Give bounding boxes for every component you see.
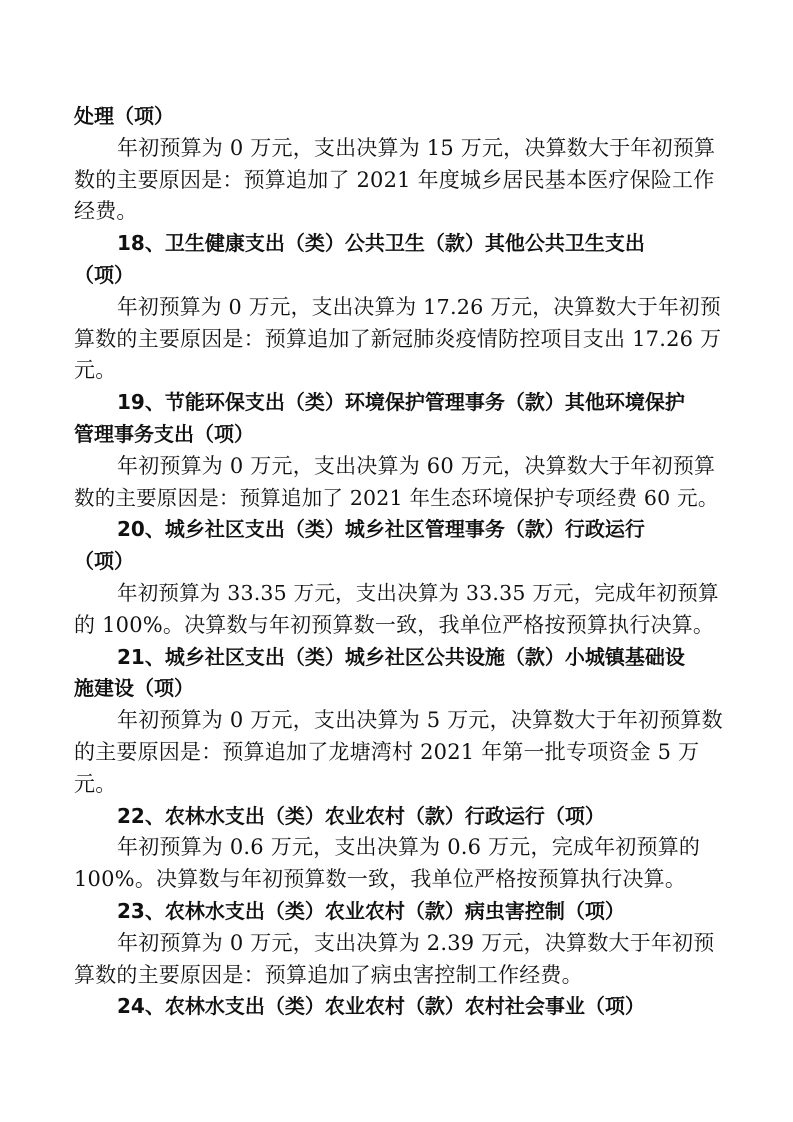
paragraph-line: 100%。决算数与年初预算数一致，我单位严格按预算执行决算。 <box>74 867 687 892</box>
paragraph-line: 算数的主要原因是：预算追加了病虫害控制工作经费。 <box>74 962 583 987</box>
paragraph-line: 年初预算为 0 万元，支出决算为 60 万元，决算数大于年初预算 <box>117 453 716 478</box>
paragraph-line: 数的主要原因是：预算追加了 2021 年生态环境保护专项经费 60 元。 <box>74 485 719 510</box>
section-heading-line: 22、农林水支出（类）农业农村（款）行政运行（项） <box>117 803 605 828</box>
section-heading-line: 施建设（项） <box>74 676 194 701</box>
paragraph-line: 年初预算为 0.6 万元，支出决算为 0.6 万元，完成年初预算的 <box>117 835 701 860</box>
section-heading-line: 20、城乡社区支出（类）城乡社区管理事务（款）行政运行 <box>117 517 645 542</box>
paragraph-line: 元。 <box>74 771 117 796</box>
section-heading-line: 管理事务支出（项） <box>74 421 254 446</box>
paragraph-line: 数的主要原因是：预算追加了 2021 年度城乡居民基本医疗保险工作 <box>74 167 715 192</box>
paragraph-line: 经费。 <box>74 199 138 224</box>
paragraph-line: 的 100%。决算数与年初预算数一致，我单位严格按预算执行决算。 <box>74 612 715 637</box>
section-heading-line: 处理（项） <box>74 104 174 128</box>
paragraph-line: 年初预算为 0 万元，支出决算为 2.39 万元，决算数大于年初预 <box>117 930 715 955</box>
paragraph-line: 算数的主要原因是：预算追加了新冠肺炎疫情防控项目支出 17.26 万 <box>74 326 722 351</box>
section-heading-line: （项） <box>74 262 134 287</box>
section-heading-line: 18、卫生健康支出（类）公共卫生（款）其他公共卫生支出 <box>117 231 645 256</box>
paragraph-line: 年初预算为 33.35 万元，支出决算为 33.35 万元，完成年初预算 <box>117 580 719 605</box>
section-heading-line: （项） <box>74 549 134 574</box>
section-heading-line: 23、农林水支出（类）农业农村（款）病虫害控制（项） <box>117 898 625 923</box>
section-heading-line: 24、农林水支出（类）农业农村（款）农村社会事业（项） <box>117 994 645 1019</box>
paragraph-line: 年初预算为 0 万元，支出决算为 17.26 万元，决算数大于年初预 <box>117 294 721 319</box>
section-heading-line: 21、城乡社区支出（类）城乡社区公共设施（款）小城镇基础设 <box>117 644 685 669</box>
section-heading-line: 19、节能环保支出（类）环境保护管理事务（款）其他环境保护 <box>117 390 685 415</box>
paragraph-line: 的主要原因是：预算追加了龙塘湾村 2021 年第一批专项资金 5 万 <box>74 739 700 764</box>
paragraph-line: 年初预算为 0 万元，支出决算为 5 万元，决算数大于年初预算数 <box>117 708 723 733</box>
paragraph-line: 元。 <box>74 358 117 383</box>
document-body <box>74 101 724 1023</box>
paragraph-line: 年初预算为 0 万元，支出决算为 15 万元，决算数大于年初预算 <box>117 135 716 160</box>
